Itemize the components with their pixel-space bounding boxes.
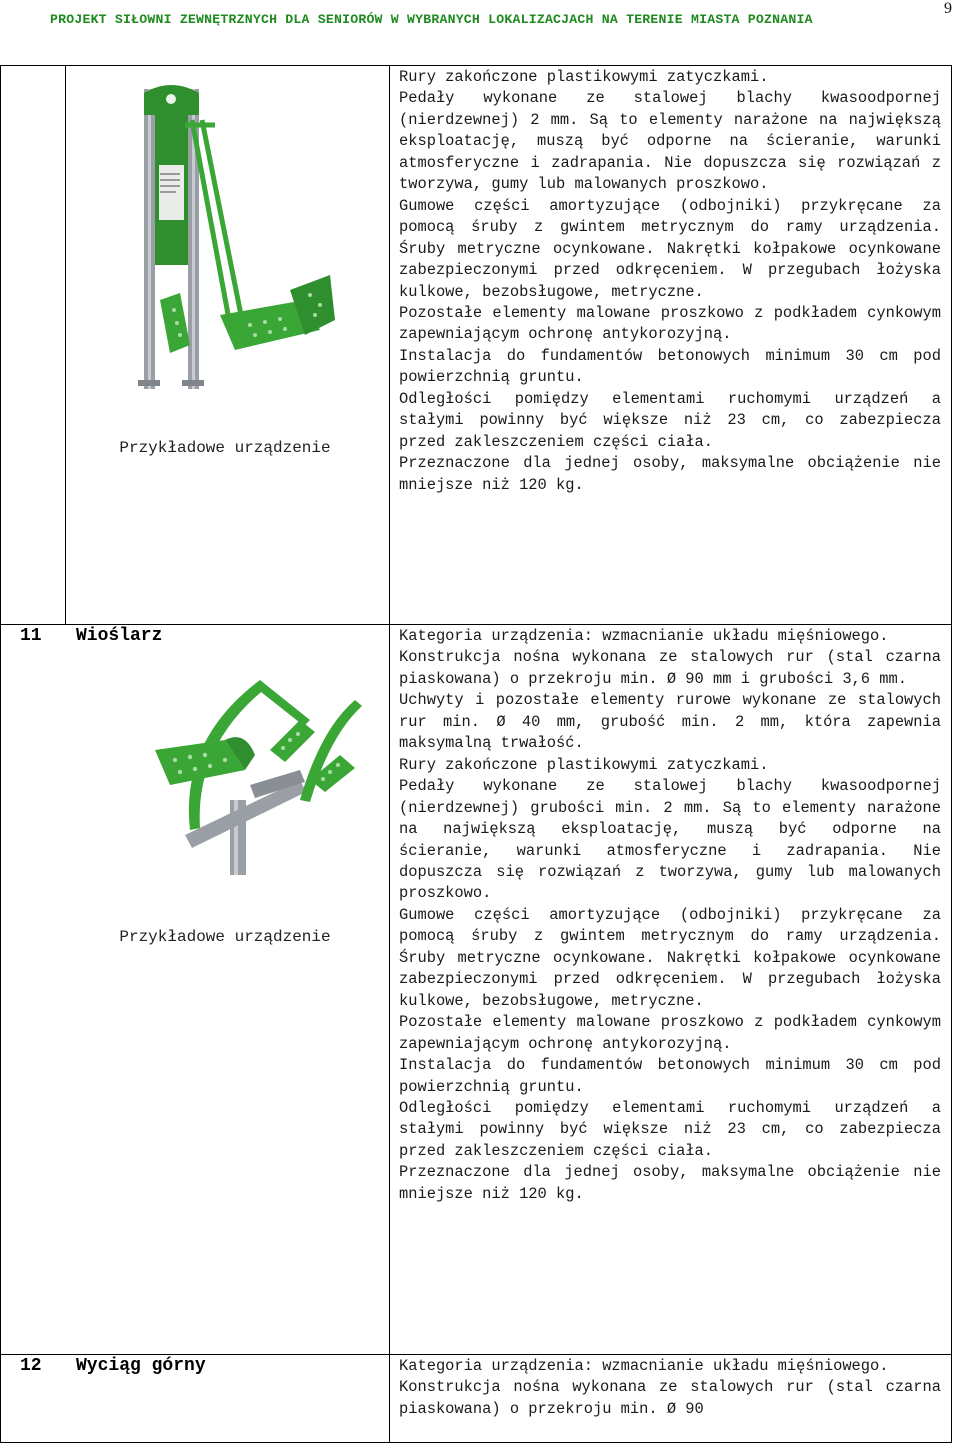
spec-paragraph: Uchwyty i pozostałe elementy rurowe wykonane ze stalowych rur min. Ø 40 mm, grubość min. 2 mm, która zapewnia maksymalną trwałość. bbox=[399, 691, 941, 753]
image-caption: Przykładowe urządzenie bbox=[119, 928, 331, 946]
spec-paragraph: Odległości pomiędzy elementami ruchomymi urządzeń a stałymi powinny być większe niż 23 cm, co zabezpiecza przed zakleszczeniem części ciała. bbox=[399, 1098, 941, 1160]
equipment-name: Wioślarz bbox=[76, 626, 163, 646]
spec-paragraph: Przeznaczone dla jednej osoby, maksymalne obciążenie nie mniejsze niż 120 kg. bbox=[399, 454, 941, 494]
spec-paragraph: Pozostałe elementy malowane proszkowo z podkładem cynkowym zapewniającym ochronę antykorozyjną. bbox=[399, 303, 941, 344]
spec-paragraph: Konstrukcja nośna wykonana ze stalowych rur (stal czarna piaskowana) o przekroju min. Ø 90 mm i grubości 3,6 mm. bbox=[399, 648, 941, 688]
spec-paragraph: Kategoria urządzenia: wzmacnianie układu mięśniowego. bbox=[399, 627, 889, 645]
spec-paragraph: Pedały wykonane ze stalowej blachy kwasoodpornej (nierdzewnej) 2 mm. Są to elementy narażone na największą eksploatację, muszą być odporne na ścieranie, warunki atmosferyczne i zadrapania. Nie dopuszcza się rozwiązań z tworzywa, gumy lub malowanych proszkowo. bbox=[399, 89, 941, 194]
spec-paragraph: Pedały wykonane ze stalowej blachy kwasoodpornej (nierdzewnej) grubości min. 2 mm. Są to elementy narażone na największą eksploatację, muszą być odporne na ścieranie, warunki atmosferyczne i zadrapania. Nie dopuszcza się rozwiązań z tworzywa, gumy lub malowanych proszkowo. bbox=[399, 777, 941, 903]
spec-paragraph: Przeznaczone dla jednej osoby, maksymalne obciążenie nie mniejsze niż 120 kg. bbox=[399, 1163, 941, 1203]
spec-paragraph: Odległości pomiędzy elementami ruchomymi urządzeń a stałymi powinny być większe niż 23 cm, co zabezpiecza przed zakleszczeniem części ciała. bbox=[399, 389, 941, 451]
header-title: PROJEKT SIŁOWNI ZEWNĘTRZNYCH DLA SENIORÓW W WYBRANYCH LOKALIZACJACH NA TERENIE MIASTA POZNANIA bbox=[50, 12, 813, 27]
outdoor-gym-rower-icon bbox=[150, 660, 380, 880]
row-number: 11 bbox=[20, 626, 42, 646]
row-number: 12 bbox=[20, 1356, 42, 1376]
spec-paragraph: Gumowe części amortyzujące (odbojniki) przykręcane za pomocą śruby z gwintem metrycznym do ramy urządzenia. Śruby metryczne ocynkowane. Nakrętki kołpakowe ocynkowane zabezpieczonymi przed odkręceniem. W przegubach łożyska kulkowe, bezobsługowe, metryczne. bbox=[399, 196, 941, 301]
specification-text bbox=[399, 1356, 941, 1420]
spec-paragraph: Instalacja do fundamentów betonowych minimum 30 cm pod powierzchnią gruntu. bbox=[399, 346, 941, 387]
spec-paragraph: Kategoria urządzenia: wzmacnianie układu mięśniowego. bbox=[399, 1357, 889, 1375]
spec-paragraph: Gumowe części amortyzujące (odbojniki) przykręcane za pomocą śruby z gwintem metrycznym do ramy urządzenia. Śruby metryczne ocynkowane. Nakrętki kołpakowe ocynkowane zabezpieczonymi przed odkręceniem. W przegubach łożyska kulkowe, bezobsługowe, metryczne. bbox=[399, 905, 941, 1010]
spec-paragraph: Instalacja do fundamentów betonowych minimum 30 cm pod powierzchnią gruntu. bbox=[399, 1056, 941, 1096]
spec-paragraph: Pozostałe elementy malowane proszkowo z podkładem cynkowym zapewniającym ochronę antykorozyjną. bbox=[399, 1013, 941, 1053]
spec-paragraph: Konstrukcja nośna wykonana ze stalowych rur (stal czarna piaskowana) o przekroju min. Ø 90 bbox=[399, 1378, 941, 1418]
image-caption: Przykładowe urządzenie bbox=[119, 439, 331, 457]
page-header bbox=[0, 0, 960, 40]
equipment-name: Wyciąg górny bbox=[76, 1356, 206, 1376]
specification-text bbox=[399, 626, 941, 1205]
spec-paragraph: Rury zakończone plastikowymi zatyczkami. bbox=[399, 755, 769, 774]
spec-paragraph: Rury zakończone plastikowymi zatyczkami. bbox=[399, 68, 769, 86]
outdoor-gym-leg-press-icon bbox=[130, 75, 340, 395]
page-number: 9 bbox=[944, 0, 952, 17]
specification-text bbox=[399, 67, 941, 496]
